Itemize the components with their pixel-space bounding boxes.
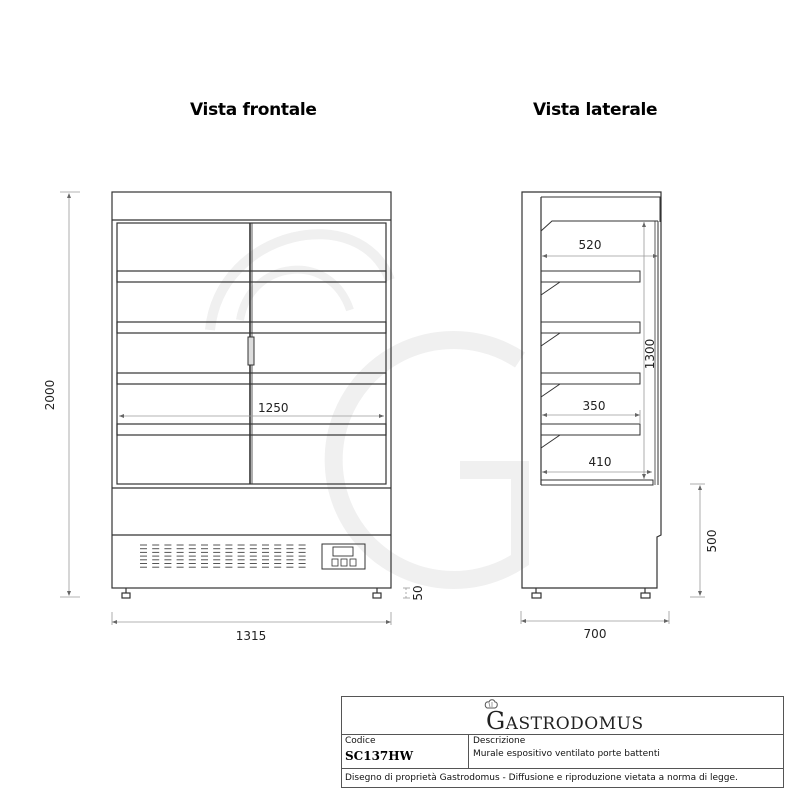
dim-foot-height: 50 bbox=[411, 585, 425, 601]
brand-logo: GASTRODOMUS bbox=[486, 707, 644, 735]
copyright-footer: Disegno di proprietà Gastrodomus - Diffusione e riproduzione vietata a norma di legge. bbox=[345, 773, 738, 783]
control-button-3 bbox=[350, 559, 356, 566]
control-display bbox=[333, 547, 353, 556]
side-shelf-3 bbox=[541, 373, 640, 384]
side-base-tray bbox=[541, 480, 653, 485]
code-label: Codice bbox=[345, 736, 376, 746]
shelf-3 bbox=[117, 373, 386, 384]
door-handle bbox=[248, 337, 254, 365]
control-panel bbox=[322, 544, 365, 569]
dim-side-lower-height: 500 bbox=[705, 529, 719, 553]
shelf-1 bbox=[117, 271, 386, 282]
dim-side-shelf-depth: 350 bbox=[582, 399, 606, 413]
control-button-1 bbox=[332, 559, 338, 566]
shelf-2 bbox=[117, 322, 386, 333]
side-foot-back bbox=[641, 593, 650, 598]
front-foot-left bbox=[122, 593, 130, 598]
side-shelf-1 bbox=[541, 271, 640, 282]
code-cell bbox=[342, 735, 469, 768]
dim-front-height: 2000 bbox=[43, 379, 57, 411]
dim-side-inner-height: 1300 bbox=[643, 338, 657, 370]
dim-side-top-depth: 520 bbox=[578, 238, 602, 252]
description-cell bbox=[469, 735, 783, 768]
side-view-title: Vista laterale bbox=[533, 100, 658, 120]
front-view-title: Vista frontale bbox=[190, 100, 317, 120]
title-block bbox=[341, 696, 784, 788]
side-shelf-4 bbox=[541, 424, 640, 435]
dim-front-total-width: 1315 bbox=[235, 629, 267, 643]
side-view bbox=[522, 192, 661, 598]
front-foot-right bbox=[373, 593, 381, 598]
side-foot-front bbox=[532, 593, 541, 598]
watermark-logo bbox=[210, 234, 520, 580]
side-shelf-2 bbox=[541, 322, 640, 333]
vent-grille bbox=[140, 545, 306, 567]
description-value: Murale espositivo ventilato porte battenti bbox=[473, 749, 660, 759]
dim-side-base-depth: 410 bbox=[588, 455, 612, 469]
code-value: SC137HW bbox=[345, 749, 414, 763]
description-label: Descrizione bbox=[473, 736, 526, 746]
dim-side-total-depth: 700 bbox=[583, 627, 607, 641]
brand-row bbox=[342, 697, 783, 735]
control-button-2 bbox=[341, 559, 347, 566]
dim-front-inner-width: 1250 bbox=[258, 401, 289, 415]
